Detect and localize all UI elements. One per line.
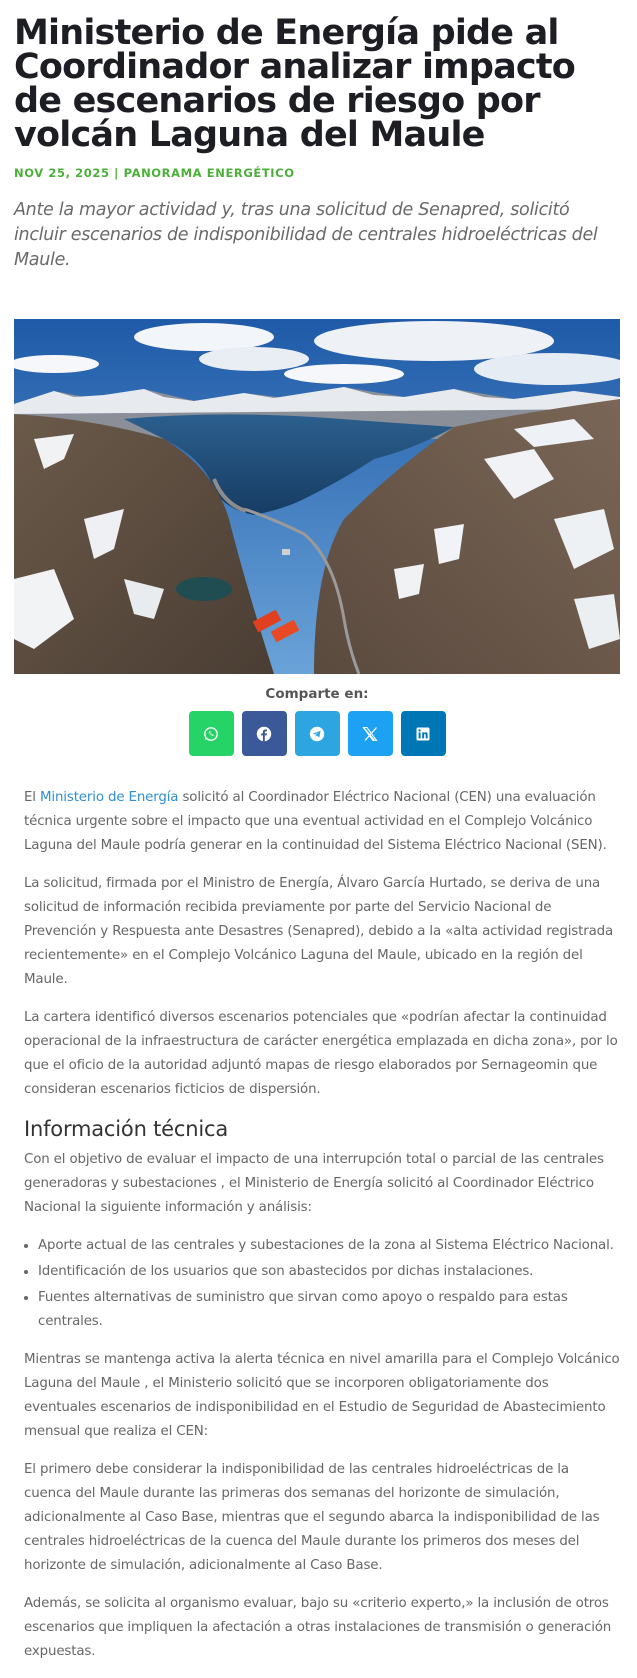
linkedin-icon xyxy=(415,726,431,742)
share-telegram-button[interactable] xyxy=(295,711,340,756)
share-facebook-button[interactable] xyxy=(242,711,287,756)
article-category[interactable]: PANORAMA ENERGÉTICO xyxy=(123,166,295,180)
share-linkedin-button[interactable] xyxy=(401,711,446,756)
paragraph: El primero debe considerar la indisponibilidad de las centrales hidroeléctricas de la cuenca del Maule durante las primeras dos semanas del horizonte de simulación, adicionalmente al Caso Base, mientras que el segundo abarca la indisponibilidad de las centrales hidroeléctricas de la cuenca del Maule durante los primeros dos meses del horizonte de simulación, adicionalmente al Caso Base. xyxy=(24,1462,600,1573)
share-label: Comparte en: xyxy=(265,686,369,702)
facebook-icon xyxy=(256,726,272,742)
section-heading: Información técnica xyxy=(24,1117,229,1141)
telegram-icon xyxy=(309,726,325,742)
bullet-list xyxy=(24,1234,620,1334)
share-section xyxy=(14,686,620,756)
hero-image xyxy=(14,319,620,674)
x-icon xyxy=(361,725,379,743)
article-date: NOV 25, 2025 xyxy=(14,166,110,180)
article-lead: Ante la mayor actividad y, tras una solicitud de Senapred, solicitó incluir escenarios de indisponibilidad de centrales hidroeléctricas del Maule. xyxy=(14,200,598,270)
paragraph-text: El xyxy=(24,790,40,805)
ministerio-link[interactable]: Ministerio de Energía xyxy=(40,790,179,805)
paragraph-text: solicitó al Coordinador Eléctrico Nacional (CEN) una evaluación técnica urgente sobre el impacto que una eventual actividad en el Complejo Volcánico Laguna del Maule podría generar en la continuidad del Sistema Eléctrico Nacional (SEN). xyxy=(24,790,607,853)
share-x-button[interactable] xyxy=(348,711,393,756)
article-header xyxy=(14,0,620,273)
list-item: • Aporte actual de las centrales y subestaciones de la zona al Sistema Eléctrico Nacional. xyxy=(38,1234,620,1258)
article-title: Ministerio de Energía pide al Coordinador analizar impacto de escenarios de riesgo por volcán Laguna del Maule xyxy=(14,13,576,155)
list-item: • Fuentes alternativas de suministro que sirvan como apoyo o respaldo para estas centrales. xyxy=(38,1286,620,1334)
article-meta xyxy=(14,166,620,180)
paragraph: La solicitud, firmada por el Ministro de Energía, Álvaro García Hurtado, se deriva de una solicitud de información recibida previamente por parte del Servicio Nacional de Prevención y Respuesta ante Desastres (Senapred), debido a la «alta actividad registrada recientemente» en el Complejo Volcánico Laguna del Maule, ubicado en la región del Maule. xyxy=(24,876,614,987)
paragraph: Mientras se mantenga activa la alerta técnica en nivel amarilla para el Complejo Volcánico Laguna del Maule , el Ministerio solicitó que se incorporen obligatoriamente dos eventuales escenarios de indisponibilidad en el Estudio de Seguridad de Abastecimiento mensual que realiza el CEN: xyxy=(24,1352,620,1439)
paragraph xyxy=(24,786,620,858)
share-whatsapp-button[interactable] xyxy=(189,711,234,756)
list-item: • Identificación de los usuarios que son abastecidos por dichas instalaciones. xyxy=(38,1260,620,1284)
paragraph: La cartera identificó diversos escenarios potenciales que «podrían afectar la continuidad operacional de la infraestructura de carácter energética emplazada en dicha zona», por lo que el oficio de la autoridad adjuntó mapas de riesgo elaborados por Sernageomin que consideran escenarios ficticios de dispersión. xyxy=(24,1010,618,1097)
share-buttons xyxy=(14,711,620,756)
paragraph: Con el objetivo de evaluar el impacto de una interrupción total o parcial de las centrales generadoras y subestaciones , el Ministerio de Energía solicitó al Coordinador Eléctrico Nacional la siguiente información y análisis: xyxy=(24,1152,604,1215)
article-body xyxy=(24,786,620,1678)
meta-separator: | xyxy=(109,166,124,180)
paragraph: Además, se solicita al organismo evaluar, bajo su «criterio experto,» la inclusión de otros escenarios que impliquen la afectación a otras instalaciones de transmisión o generación expuestas. xyxy=(24,1596,612,1659)
whatsapp-icon xyxy=(203,726,219,742)
